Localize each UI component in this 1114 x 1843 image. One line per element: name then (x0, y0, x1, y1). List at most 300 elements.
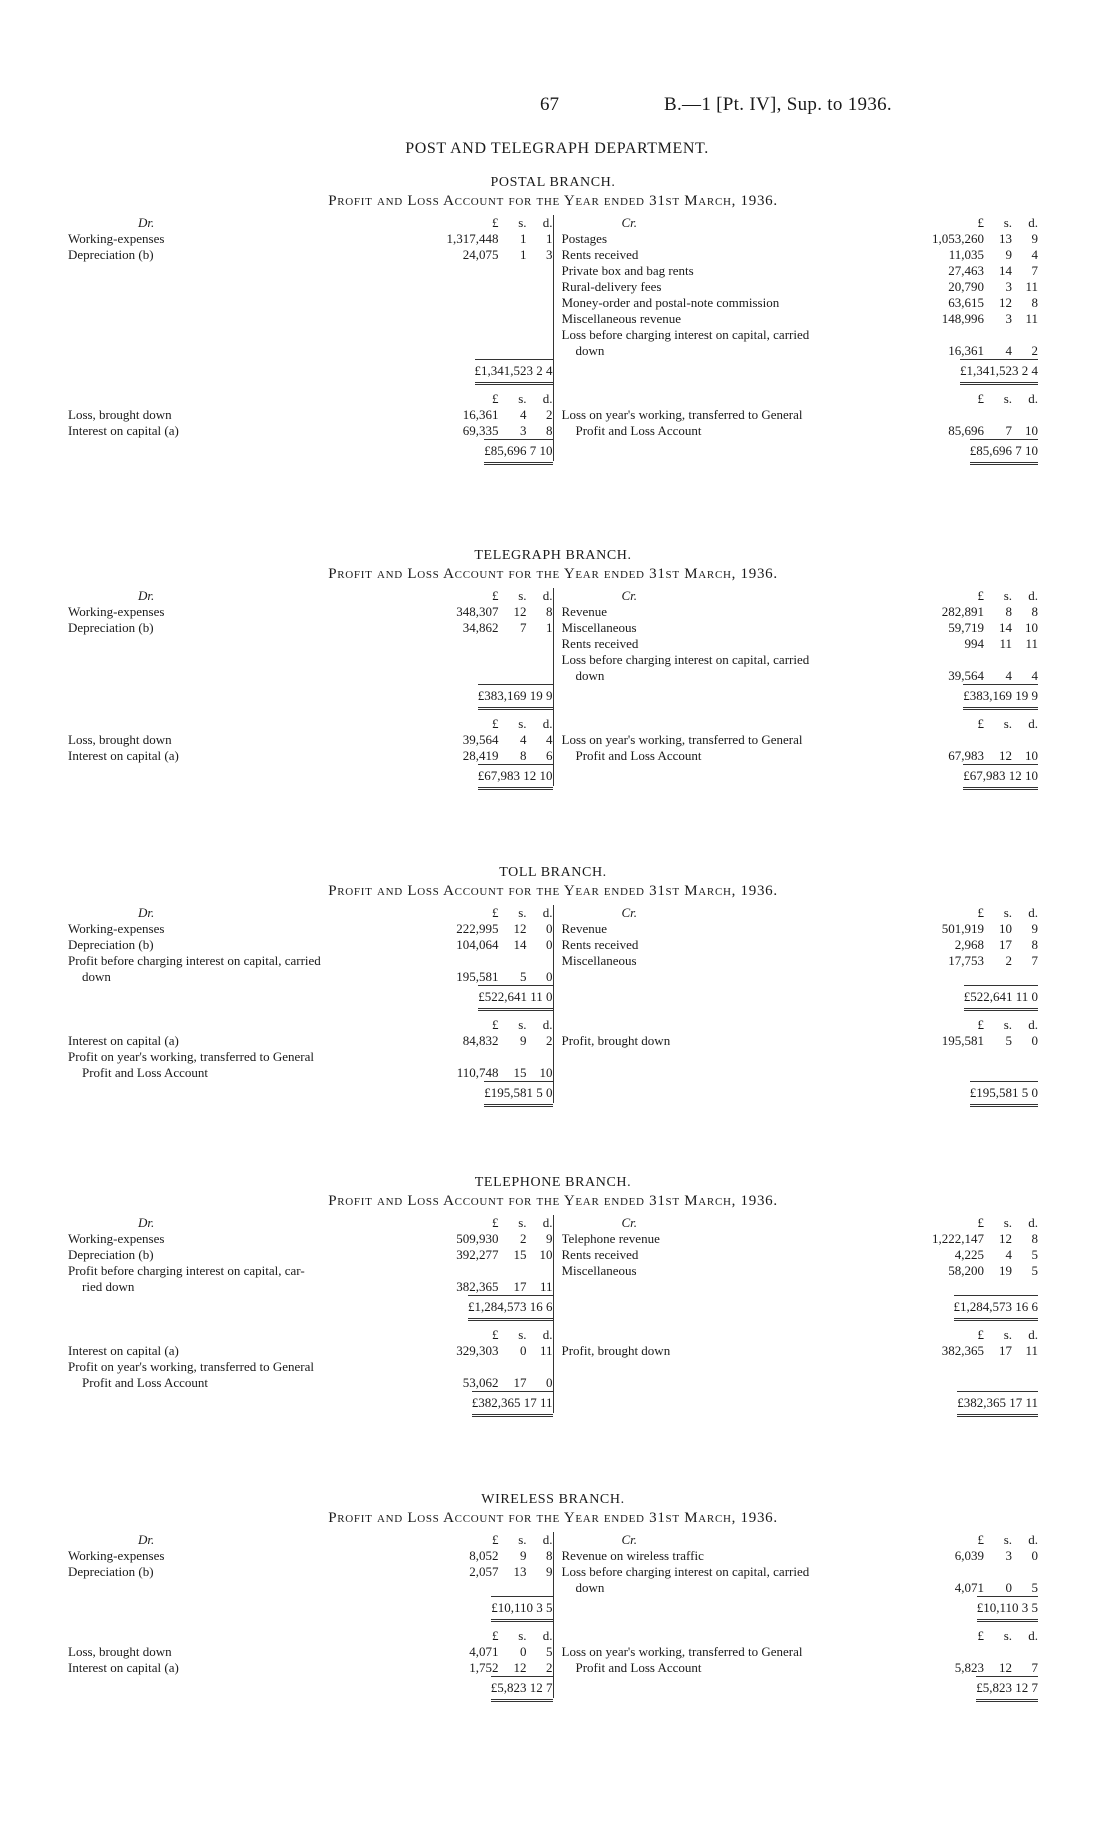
currency-pence: d. (1028, 1628, 1038, 1643)
account-total: £67,983 12 10 (478, 764, 553, 790)
row-description: Loss on year's working, transferred to General (561, 1644, 803, 1659)
ledger-row (68, 1231, 553, 1247)
ledger-row (68, 937, 553, 953)
ledger-row (68, 1644, 553, 1660)
amount (906, 668, 1038, 684)
pence: 10 (539, 1065, 553, 1080)
ledger-row (562, 1564, 1039, 1580)
currency-pounds: £ (977, 391, 984, 406)
pence: 0 (546, 969, 553, 984)
pounds: 58,200 (948, 1263, 984, 1278)
pounds: 11,035 (948, 247, 984, 262)
pence: 11 (1025, 636, 1038, 651)
amount (906, 231, 1038, 247)
amount (906, 327, 1038, 343)
amount (421, 1660, 553, 1676)
shillings: 17 (999, 1343, 1012, 1358)
shillings: 12 (513, 1660, 527, 1675)
pence: 6 (546, 748, 553, 763)
currency-shillings: s. (518, 1327, 527, 1342)
amount (906, 620, 1038, 636)
pence: 8 (546, 423, 553, 438)
pence: 9 (546, 1231, 553, 1246)
pounds: 53,062 (462, 1375, 499, 1390)
currency-pence: d. (1028, 391, 1038, 406)
pounds: 5,823 (954, 1660, 984, 1675)
amount (906, 1548, 1038, 1564)
currency-shillings: s. (518, 215, 527, 230)
pence: 4 (1031, 668, 1038, 683)
row-description: down (82, 969, 111, 984)
row-description: Rents received (561, 247, 639, 262)
amount (421, 1564, 553, 1580)
pence: 8 (546, 1548, 553, 1563)
account-total: £522,641 11 0 (478, 985, 552, 1011)
currency-pounds: £ (492, 215, 499, 230)
row-description: Loss before charging interest on capital, carried (561, 327, 810, 342)
ledger-row (562, 921, 1039, 937)
amount (421, 969, 553, 985)
amount (906, 604, 1038, 620)
pounds (906, 732, 984, 748)
currency-pence: d. (1028, 905, 1038, 920)
side-label: Cr. (621, 905, 638, 920)
branch-title: WIRELESS BRANCH. (481, 1492, 625, 1507)
currency-pounds: £ (492, 905, 499, 920)
shillings: 11 (999, 636, 1012, 651)
column-header (562, 1532, 1039, 1548)
amount (421, 748, 553, 764)
amount (421, 1375, 553, 1391)
ledger-row (562, 231, 1039, 247)
amount (421, 732, 553, 748)
shillings: 0 (1005, 1580, 1012, 1595)
account-table (68, 1215, 1038, 1413)
pounds: 1,222,147 (932, 1231, 984, 1246)
ledger-row (68, 748, 553, 764)
amount (906, 1247, 1038, 1263)
ledger-row (562, 668, 1039, 684)
currency-pounds: £ (492, 588, 499, 603)
amount (421, 407, 553, 423)
column-header (68, 215, 553, 231)
column-header (562, 588, 1039, 604)
shillings: 12 (999, 295, 1012, 310)
credit-side (554, 905, 1039, 1103)
amount (421, 1247, 553, 1263)
pounds: 34,862 (462, 620, 499, 635)
pounds: 195,581 (941, 1033, 984, 1048)
row-description: Interest on capital (a) (68, 748, 179, 763)
column-header (68, 1327, 553, 1343)
ledger-row (68, 247, 553, 263)
row-description: Revenue (561, 921, 607, 936)
pounds (421, 1263, 499, 1279)
column-header (68, 1532, 553, 1548)
ledger-row (68, 1660, 553, 1676)
pounds (906, 407, 984, 423)
ledger-row (68, 1065, 553, 1081)
account-total: £67,983 12 10 (963, 764, 1038, 790)
amount (421, 247, 553, 263)
pence: 2 (546, 1033, 553, 1048)
shillings: 3 (1005, 279, 1012, 294)
pounds: 1,317,448 (446, 231, 499, 246)
pounds (906, 327, 984, 343)
amount (421, 1231, 553, 1247)
shillings: 13 (999, 231, 1012, 246)
ledger-row (562, 1231, 1039, 1247)
debit-side (68, 905, 554, 1103)
shillings: 7 (520, 620, 527, 635)
currency-shillings: s. (1003, 1017, 1012, 1032)
row-description: Telephone revenue (561, 1231, 660, 1246)
pence: 2 (1031, 343, 1038, 358)
pounds: 348,307 (456, 604, 499, 619)
page-header (0, 94, 1114, 122)
currency-pence: d. (1028, 588, 1038, 603)
pence (1012, 732, 1038, 748)
column-header (68, 1628, 553, 1644)
pounds: 16,361 (948, 343, 984, 358)
column-header (562, 215, 1039, 231)
account-table (68, 215, 1038, 461)
currency-pence: d. (542, 716, 553, 731)
column-header (68, 905, 553, 921)
currency-shillings: s. (1003, 1628, 1012, 1643)
currency-pence: d. (1028, 1327, 1038, 1342)
shillings: 4 (520, 407, 527, 422)
pence: 8 (1031, 937, 1038, 952)
currency-pounds: £ (977, 588, 984, 603)
currency-shillings: s. (518, 1532, 527, 1547)
column-header (562, 1327, 1039, 1343)
shillings: 5 (520, 969, 527, 984)
amount (421, 1065, 553, 1081)
row-description: Depreciation (b) (68, 937, 154, 952)
pounds: 382,365 (456, 1279, 499, 1294)
amount (906, 748, 1038, 764)
currency-shillings: s. (518, 391, 527, 406)
amount (421, 1644, 553, 1660)
row-description: Profit before charging interest on capital, carried (68, 953, 321, 968)
account-total: £10,110 3 5 (491, 1596, 552, 1622)
account-subtitle: Profit and Loss Account for the Year ended 31st March, 1936. (328, 1193, 778, 1209)
pence: 10 (1025, 620, 1038, 635)
ledger-row (68, 1548, 553, 1564)
currency-shillings: s. (1003, 588, 1012, 603)
row-description: Working-expenses (68, 604, 165, 619)
row-description: Revenue on wireless traffic (561, 1548, 704, 1563)
currency-shillings: s. (1003, 1327, 1012, 1342)
currency-pounds: £ (492, 1532, 499, 1547)
ledger-row (68, 1564, 553, 1580)
currency-pounds: £ (977, 1532, 984, 1547)
pounds: 222,995 (456, 921, 499, 936)
pence: 7 (1031, 1660, 1038, 1675)
currency-pounds: £ (977, 905, 984, 920)
column-header (562, 391, 1039, 407)
row-description: Working-expenses (68, 921, 165, 936)
branch-title: TELEPHONE BRANCH. (474, 1175, 632, 1190)
shillings: 3 (1005, 311, 1012, 326)
shillings: 4 (1005, 1247, 1012, 1262)
pounds: 382,365 (941, 1343, 984, 1358)
amount (906, 1033, 1038, 1049)
pounds: 24,075 (462, 247, 499, 262)
account-subtitle: Profit and Loss Account for the Year ended 31st March, 1936. (328, 1510, 778, 1526)
pence: 7 (1031, 953, 1038, 968)
account-total: £1,284,573 16 6 (468, 1295, 553, 1321)
row-description: ried down (82, 1279, 135, 1294)
shillings (984, 407, 1012, 423)
row-description: Profit, brought down (561, 1033, 671, 1048)
row-description: Private box and bag rents (561, 263, 694, 278)
shillings: 0 (520, 1644, 527, 1659)
ledger-row (68, 921, 553, 937)
amount (906, 636, 1038, 652)
row-description: Profit and Loss Account (575, 423, 702, 438)
shillings: 3 (1005, 1548, 1012, 1563)
pounds: 195,581 (456, 969, 499, 984)
ledger-row (562, 327, 1039, 343)
currency-pence: d. (542, 1215, 553, 1230)
account-total: £85,696 7 10 (484, 439, 552, 465)
pence: 11 (539, 1343, 553, 1358)
currency-pence: d. (1028, 1532, 1038, 1547)
ledger-row (68, 1033, 553, 1049)
row-description: Depreciation (b) (68, 620, 154, 635)
row-description: Working-expenses (68, 1548, 165, 1563)
account-table (68, 905, 1038, 1103)
pence (1012, 327, 1038, 343)
row-description: Miscellaneous revenue (561, 311, 681, 326)
side-label: Cr. (621, 588, 638, 603)
amount (906, 953, 1038, 969)
pounds: 4,071 (954, 1580, 984, 1595)
account-subtitle: Profit and Loss Account for the Year ended 31st March, 1936. (328, 566, 778, 582)
branch-title: TOLL BRANCH. (499, 865, 607, 880)
pence: 2 (546, 1660, 553, 1675)
currency-pounds: £ (492, 716, 499, 731)
amount (421, 1279, 553, 1295)
shillings: 7 (1005, 423, 1012, 438)
account-total: £10,110 3 5 (977, 1596, 1038, 1622)
pence: 10 (1025, 748, 1038, 763)
pence: 11 (539, 1279, 553, 1294)
shillings: 12 (999, 1231, 1012, 1246)
pounds: 148,996 (941, 311, 984, 326)
amount (421, 604, 553, 620)
pounds: 39,564 (462, 732, 499, 747)
currency-shillings: s. (518, 905, 527, 920)
row-description: Rural-delivery fees (561, 279, 662, 294)
currency-pence: d. (542, 1017, 553, 1032)
side-label: Cr. (621, 1532, 638, 1547)
shillings: 15 (513, 1065, 527, 1080)
pence: 0 (1031, 1033, 1038, 1048)
pence: 3 (546, 247, 553, 262)
account-total: £1,284,573 16 6 (954, 1295, 1039, 1321)
row-description: Loss before charging interest on capital, carried (561, 652, 810, 667)
side-label: Dr. (138, 905, 155, 920)
amount (421, 1359, 553, 1375)
credit-side (554, 1532, 1039, 1698)
document-reference: B.—1 [Pt. IV], Sup. to 1936. (664, 94, 892, 115)
column-header (68, 588, 553, 604)
currency-pounds: £ (977, 1327, 984, 1342)
shillings (984, 1644, 1012, 1660)
pence: 5 (1031, 1263, 1038, 1278)
pence (527, 953, 553, 969)
account-total: £522,641 11 0 (964, 985, 1038, 1011)
amount (906, 407, 1038, 423)
row-description: Miscellaneous (561, 620, 637, 635)
currency-pence: d. (1028, 1017, 1038, 1032)
amount (906, 247, 1038, 263)
ledger-row (562, 953, 1039, 969)
pence: 11 (1025, 1343, 1038, 1358)
currency-pence: d. (1028, 215, 1038, 230)
pounds: 2,968 (954, 937, 984, 952)
currency-pence: d. (542, 1327, 553, 1342)
shillings: 14 (999, 620, 1012, 635)
pounds: 39,564 (948, 668, 984, 683)
currency-pence: d. (542, 588, 553, 603)
ledger-row (562, 1548, 1039, 1564)
credit-side (554, 1215, 1039, 1413)
amount (906, 263, 1038, 279)
currency-shillings: s. (518, 1017, 527, 1032)
pence: 9 (1031, 921, 1038, 936)
shillings: 19 (999, 1263, 1012, 1278)
account-total: £195,581 5 0 (484, 1081, 552, 1107)
account-table (68, 1532, 1038, 1698)
shillings (984, 1564, 1012, 1580)
currency-pounds: £ (977, 1017, 984, 1032)
ledger-row (562, 1644, 1039, 1660)
amount (906, 921, 1038, 937)
amount (906, 732, 1038, 748)
row-description: Loss, brought down (68, 407, 172, 422)
currency-shillings: s. (518, 716, 527, 731)
row-description: Depreciation (b) (68, 1247, 154, 1262)
currency-pence: d. (1028, 1215, 1038, 1230)
row-description: Profit and Loss Account (575, 1660, 702, 1675)
side-label: Dr. (138, 215, 155, 230)
currency-shillings: s. (1003, 716, 1012, 731)
column-header (562, 905, 1039, 921)
pence (1012, 1644, 1038, 1660)
pounds (421, 953, 499, 969)
ledger-row (562, 279, 1039, 295)
amount (421, 1343, 553, 1359)
row-description: Loss, brought down (68, 732, 172, 747)
ledger-row (68, 1049, 553, 1065)
amount (906, 1263, 1038, 1279)
account-total: £382,365 17 11 (472, 1391, 553, 1417)
debit-side (68, 215, 554, 461)
credit-side (554, 588, 1039, 786)
amount (906, 311, 1038, 327)
row-description: Depreciation (b) (68, 247, 154, 262)
shillings: 8 (520, 748, 527, 763)
ledger-row (562, 295, 1039, 311)
row-description: Interest on capital (a) (68, 1660, 179, 1675)
branch-section (68, 1175, 1038, 1413)
currency-pounds: £ (977, 215, 984, 230)
row-description: Profit before charging interest on capital, car- (68, 1263, 305, 1278)
pence: 5 (546, 1644, 553, 1659)
pounds: 63,615 (948, 295, 984, 310)
pounds: 17,753 (948, 953, 984, 968)
row-description: Working-expenses (68, 231, 165, 246)
shillings: 13 (513, 1564, 527, 1579)
row-description: Profit and Loss Account (575, 748, 702, 763)
shillings: 9 (520, 1033, 527, 1048)
currency-shillings: s. (518, 588, 527, 603)
shillings: 9 (1005, 247, 1012, 262)
pence: 0 (546, 937, 553, 952)
currency-pounds: £ (977, 716, 984, 731)
amount (421, 921, 553, 937)
page-number: 67 (540, 94, 559, 115)
row-description: Working-expenses (68, 1231, 165, 1246)
pounds: 501,919 (941, 921, 984, 936)
ledger-row (68, 732, 553, 748)
column-header (68, 716, 553, 732)
currency-pence: d. (1028, 716, 1038, 731)
pence: 0 (546, 1375, 553, 1390)
account-table (68, 588, 1038, 786)
pence: 4 (1031, 247, 1038, 262)
pence: 10 (539, 1247, 553, 1262)
ledger-row (562, 937, 1039, 953)
pounds: 85,696 (948, 423, 984, 438)
pounds: 509,930 (456, 1231, 499, 1246)
pence (527, 1049, 553, 1065)
shillings: 12 (999, 1660, 1012, 1675)
account-total: £383,169 19 9 (478, 684, 553, 710)
amount (906, 1660, 1038, 1676)
amount (421, 423, 553, 439)
ledger-row (68, 1247, 553, 1263)
row-description: Rents received (561, 1247, 639, 1262)
pence (1012, 407, 1038, 423)
ledger-row (562, 311, 1039, 327)
column-header (562, 716, 1039, 732)
shillings: 12 (999, 748, 1012, 763)
pence: 1 (546, 231, 553, 246)
ledger-row (562, 407, 1039, 423)
shillings: 14 (999, 263, 1012, 278)
amount (421, 1033, 553, 1049)
pence: 0 (1031, 1548, 1038, 1563)
side-label: Dr. (138, 588, 155, 603)
ledger-row (562, 1343, 1039, 1359)
shillings: 14 (513, 937, 527, 952)
pence (527, 1359, 553, 1375)
ledger-row (562, 620, 1039, 636)
pence: 2 (546, 407, 553, 422)
account-total: £1,341,523 2 4 (475, 359, 553, 385)
pence: 8 (546, 604, 553, 619)
ledger-row (562, 636, 1039, 652)
shillings: 15 (513, 1247, 527, 1262)
debit-side (68, 588, 554, 786)
column-header (562, 1628, 1039, 1644)
pence (527, 1263, 553, 1279)
